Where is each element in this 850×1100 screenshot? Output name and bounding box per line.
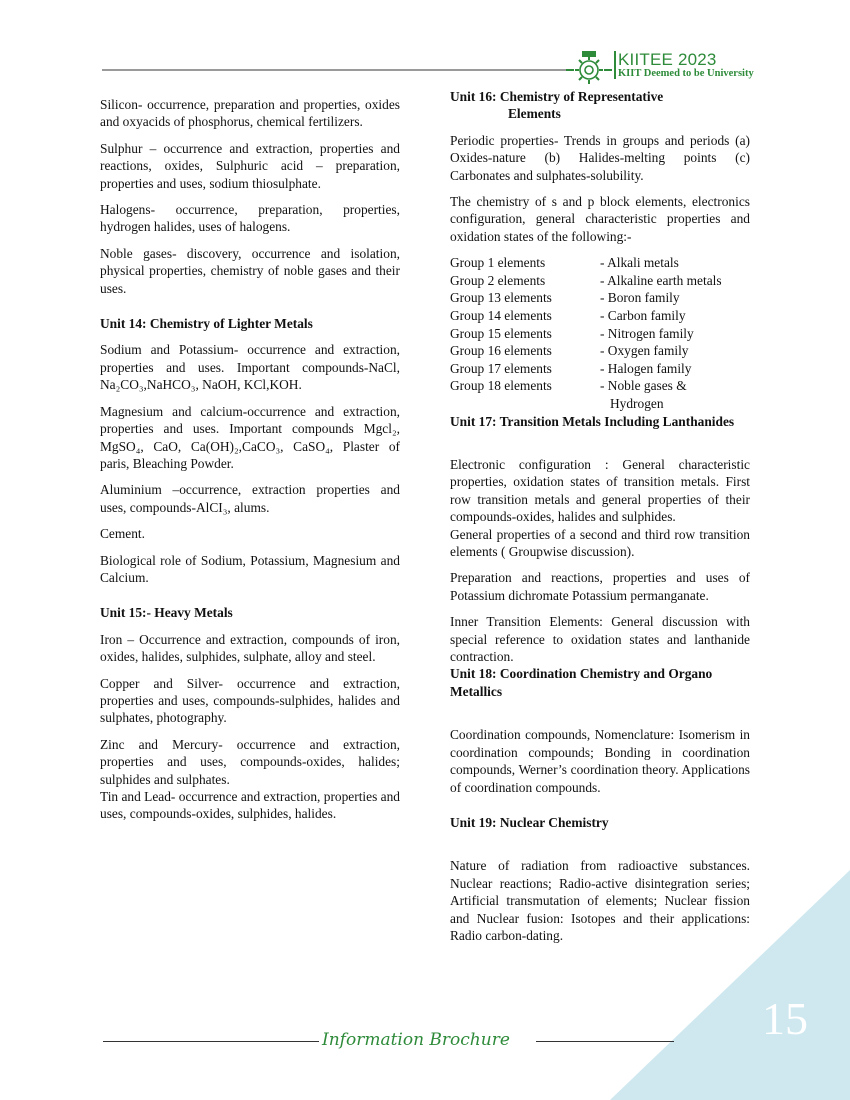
- nuclear-chemistry-paragraph: Nature of radiation from radioactive substances. Nuclear reactions; Radio-active disintegration series; Artificial transmutation of elements; Nuclear fission and Nuclear fusion: Isotopes and their applications: Radio carbon-dating.: [450, 858, 750, 943]
- logo-title: KIITEE 2023: [618, 50, 717, 69]
- logo-subtitle: KIIT Deemed to be University: [618, 68, 754, 79]
- list-item-continuation: Hydrogen: [610, 396, 664, 411]
- biological-role-paragraph: Biological role of Sodium, Potassium, Magnesium and Calcium.: [100, 552, 400, 585]
- unit-19-heading: Unit 19: Nuclear Chemistry: [450, 814, 609, 830]
- coordination-paragraph: Coordination compounds, Nomenclature: Isomerism in coordination compounds; Bonding in coordination compounds, Werner’s coordination theory. Applications of coordination compounds.: [450, 727, 750, 795]
- list-item: Group 14 elements - Carbon family: [450, 308, 686, 324]
- left-column: [100, 96, 400, 832]
- list-item: Group 17 elements - Halogen family: [450, 360, 692, 376]
- copper-silver-paragraph: Copper and Silver- occurrence and extraction, properties and uses, compounds-sulphides, halides and sulphates, photography.: [100, 675, 400, 726]
- unit-16-heading-line1: Unit 16: Chemistry of Representative: [450, 89, 664, 104]
- electronic-configuration-paragraph: Electronic configuration : General characteristic properties, oxidation states of transition metals. First row transition metals and general properties of their compounds-oxides, halides and sulphides.: [450, 457, 750, 525]
- list-item: Group 16 elements - Oxygen family: [450, 343, 689, 359]
- magnesium-calcium-paragraph: Magnesium and calcium-occurrence and extraction, properties and uses. Important compounds Mgcl₂, MgSO₄, CaO, Ca(OH)₂,CaCO₃, CaSO₄, Plaster of paris, Bleaching Powder.: [100, 403, 400, 471]
- footer-title: Information Brochure: [322, 1030, 510, 1050]
- group-family-list: [450, 254, 750, 412]
- silicon-paragraph: Silicon- occurrence, preparation and properties, oxides and oxyacids of phosphorus, chemical fertilizers.: [100, 97, 400, 130]
- footer-rule-right: [536, 1041, 674, 1042]
- cement-paragraph: Cement.: [100, 526, 145, 542]
- unit-14-heading: Unit 14: Chemistry of Lighter Metals: [100, 316, 313, 332]
- zinc-mercury-paragraph: Zinc and Mercury- occurrence and extraction, properties and uses, compounds-oxides, halides; sulphides and sulphates.: [100, 736, 400, 787]
- unit-16-heading: [450, 88, 750, 123]
- list-item: Group 2 elements - Alkaline earth metals: [450, 272, 722, 288]
- right-column: [450, 88, 750, 953]
- corner-triangle-decoration: [610, 870, 850, 1100]
- unit-16-heading-line2: Elements: [508, 106, 561, 122]
- unit-15-heading: Unit 15:- Heavy Metals: [100, 605, 233, 621]
- sulphur-paragraph: Sulphur – occurrence and extraction, properties and reactions, oxides, Sulphuric acid – preparation, properties and uses, sodium thiosulphate.: [100, 140, 400, 191]
- second-third-row-paragraph: General properties of a second and third row transition elements ( Groupwise discussion).: [450, 526, 750, 560]
- sodium-potassium-paragraph: Sodium and Potassium- occurrence and extraction, properties and uses. Important compounds-NaCl, Na₂CO₃,NaHCO₃, NaOH, KCl,KOH.: [100, 342, 400, 393]
- halogens-paragraph: Halogens- occurrence, preparation, properties, hydrogen halides, uses of halogens.: [100, 202, 400, 235]
- noble-gases-paragraph: Noble gases- discovery, occurrence and isolation, physical properties, chemistry of noble gases and their uses.: [100, 245, 400, 296]
- list-item: Group 13 elements - Boron family: [450, 290, 680, 306]
- iron-paragraph: Iron – Occurrence and extraction, compounds of iron, oxides, halides, sulphides, sulphate, alloy and steel.: [100, 631, 400, 665]
- tin-lead-paragraph: Tin and Lead- occurrence and extraction, properties and uses, compounds-oxides, sulphides, halides.: [100, 789, 400, 822]
- page-number: 15: [762, 993, 808, 1044]
- list-item: Group 18 elements - Noble gases &: [450, 378, 687, 394]
- unit-17-heading: Unit 17: Transition Metals Including Lanthanides: [450, 413, 735, 429]
- kiit-logo-icon: [566, 50, 612, 84]
- s-p-block-paragraph: The chemistry of s and p block elements, electronics configuration, general characteristic properties and oxidation states of the following:-: [450, 194, 750, 244]
- logo-divider: [614, 51, 616, 79]
- list-item: Group 1 elements - Alkali metals: [450, 255, 679, 271]
- list-item: Group 15 elements - Nitrogen family: [450, 325, 694, 341]
- aluminium-paragraph: Aluminium –occurrence, extraction properties and uses, compounds-AlCI₃, alums.: [100, 482, 400, 515]
- inner-transition-paragraph: Inner Transition Elements: General discussion with special reference to oxidation states and lanthanide contraction.: [450, 614, 750, 665]
- dichromate-paragraph: Preparation and reactions, properties and uses of Potassium dichromate Potassium permanganate.: [450, 570, 750, 603]
- periodic-properties-paragraph: Periodic properties- Trends in groups and periods (a) Oxides-nature (b) Halides-melting points (c) Carbonates and sulphates-solubility.: [450, 132, 750, 183]
- header-rule: [102, 69, 568, 71]
- footer-rule-left: [103, 1041, 319, 1042]
- unit-18-heading: Unit 18: Coordination Chemistry and Organo Metallics: [450, 666, 713, 699]
